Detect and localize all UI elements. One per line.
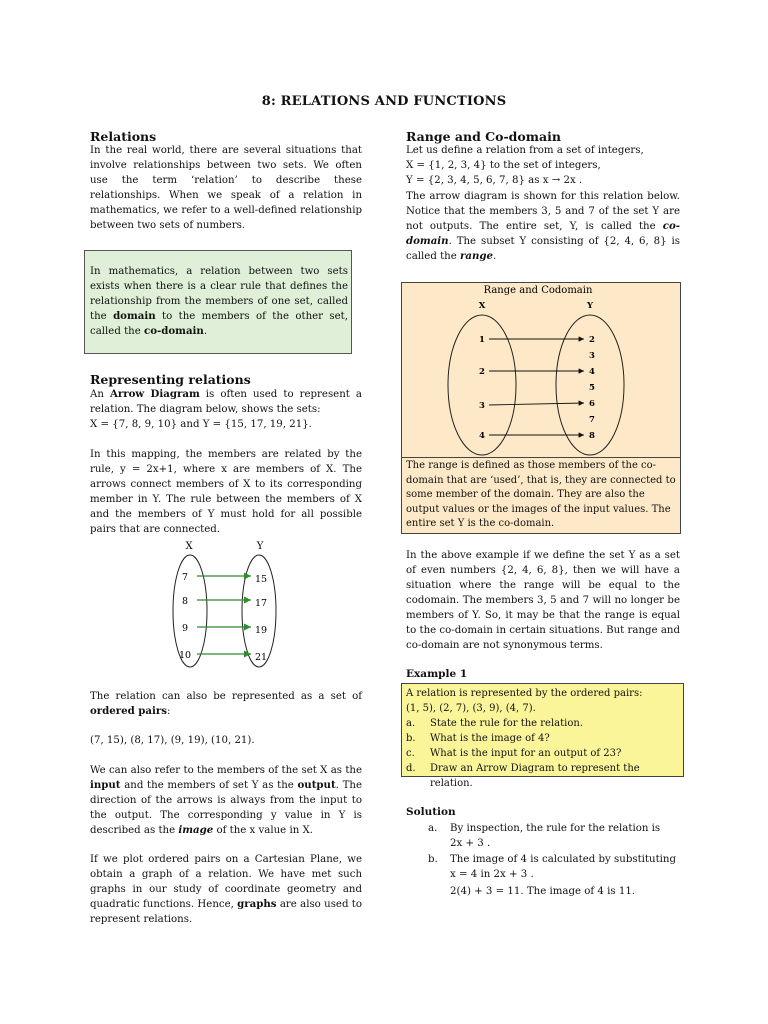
solution-a-text: By inspection, the rule for the relation is	[450, 823, 661, 834]
domain-value: 3	[479, 401, 485, 411]
codomain-value: 17	[254, 598, 268, 609]
range-line-1: Let us define a relation from a set of integers,	[406, 145, 644, 156]
codomain-value: 6	[589, 399, 595, 409]
sets-line: X = {7, 8, 9, 10} and Y = {15, 17, 19, 21}.	[90, 419, 312, 430]
representing-heading: Representing relations	[90, 372, 251, 387]
arrow-diagram-range	[402, 283, 680, 457]
range-line-3: Y = {2, 3, 4, 5, 6, 7, 8} as x → 2x .	[406, 175, 583, 186]
range-equals-codomain-paragraph: In the above example if we define the set Y as a set of even numbers {2, 4, 6, 8}, then we will have a situation where the range will be equal to the codomain. The members 3, 5 and 7 will no longer be members of Y. So, it may be that the range is equal to the co-domain in certain situations. But range and co-domain are not synonymous terms.	[406, 550, 680, 651]
codomain-value: 2	[589, 335, 595, 345]
domain-value: 10	[178, 650, 192, 661]
solution-b	[428, 852, 680, 899]
solution-b-result: . The image of 4 is 11.	[520, 886, 636, 897]
example-item-marker: d.	[406, 763, 416, 774]
solution-a-marker: a.	[428, 823, 438, 834]
diagram1-y-label: Y	[256, 541, 264, 552]
example-item: What is the image of 4?	[430, 733, 550, 744]
range-heading: Range and Co-domain	[406, 129, 561, 144]
relations-heading: Relations	[90, 129, 157, 144]
codomain-value: 8	[589, 431, 595, 441]
solution-b-calculation: 2(4) + 3 = 11	[450, 886, 521, 897]
codomain-value: 7	[589, 415, 595, 425]
arrow-diagram-xy	[163, 536, 288, 672]
graphs-paragraph: If we plot ordered pairs on a Cartesian Plane, we obtain a graph of a relation. We have met such graphs in our study of coordinate geometry and quadratic functions. Hence, graphs are also used to represent relations.	[90, 854, 363, 925]
ordered-pairs-list: (7, 15), (8, 17), (9, 19), (10, 21).	[90, 735, 255, 746]
domain-value: 7	[181, 572, 189, 583]
example-item: State the rule for the relation.	[430, 718, 583, 729]
codomain-value: 19	[254, 625, 268, 636]
diagram2-title: Range and Codomain	[483, 285, 593, 296]
codomain-value: 4	[589, 367, 595, 377]
example-item-marker: b.	[406, 733, 416, 744]
codomain-value: 3	[589, 351, 595, 361]
example-item: What is the input for an output of 23?	[430, 748, 622, 759]
box-divider	[402, 457, 680, 458]
example-box	[401, 683, 684, 789]
example-pairs: (1, 5), (2, 7), (3, 9), (4, 7).	[406, 703, 536, 714]
diagram1-x-label: X	[185, 541, 193, 552]
codomain-paragraph: The arrow diagram is shown for this relation below. Notice that the members 3, 5 and 7 of the set Y are not outputs. The entire set, Y, is called the co-domain. The subset Y consisting of {2, 4, 6, 8} is called the range.	[406, 191, 680, 262]
ordered-pairs-paragraph: The relation can also be represented as a set of ordered pairs:	[90, 691, 362, 717]
range-codomain-box	[401, 282, 681, 534]
example-intro: A relation is represented by the ordered pairs:	[406, 688, 643, 699]
mapping-arrow	[489, 403, 584, 405]
diagram2-x-label: X	[478, 301, 486, 311]
range-line-2: X = {1, 2, 3, 4} to the set of integers,	[406, 160, 601, 171]
solution-a	[428, 821, 680, 851]
codomain-value: 5	[589, 383, 595, 393]
example-item: Draw an Arrow Diagram to represent the relation.	[430, 763, 640, 789]
solution-a-formula: 2x + 3 .	[450, 838, 491, 849]
domain-value: 1	[479, 335, 485, 345]
diagram2-y-label: Y	[586, 301, 594, 311]
example-heading: Example 1	[406, 668, 468, 680]
domain-value: 2	[479, 367, 485, 377]
range-definition-note: The range is defined as those members of the co-domain that are ‘used’, that is, they are connected to some member of the domain. They are also the output values or the images of the input values. The entire set Y is the co-domain.	[406, 460, 676, 529]
input-output-paragraph: We can also refer to the members of the set X as the input and the members of set Y as the output. The direction of the arrows is always from the input to the output. The corresponding y value in Y is described as the image of the x value in X.	[90, 765, 362, 836]
solution-b-marker: b.	[428, 854, 438, 865]
domain-value: 9	[181, 623, 189, 634]
mapping-paragraph: In this mapping, the members are related by the rule, y = 2x+1, where x are members of X. The arrows connect members of X to its corresponding member in Y. The rule between the members of X and the members of Y must hold for all possible pairs that are connected.	[90, 449, 362, 535]
definition-box	[84, 250, 352, 354]
definition-text: In mathematics, a relation between two sets exists when there is a clear rule that defines the relationship from the members of one set, called the domain to the members of the other set, called the co-domain.	[90, 266, 348, 337]
codomain-value: 15	[254, 574, 268, 585]
example-item-marker: c.	[406, 748, 415, 759]
domain-value: 8	[181, 596, 189, 607]
relations-paragraph: In the real world, there are several situations that involve relationships between two sets. We often use the term ‘relation’ to describe these relationships. When we speak of a relation in mathematics, we refer to a well-defined relationship between two sets of numbers.	[90, 145, 362, 231]
page-title: 8: RELATIONS AND FUNCTIONS	[261, 94, 507, 109]
arrow-diagram-paragraph: An Arrow Diagram is often used to represent a relation. The diagram below, shows the sets:	[90, 388, 362, 415]
codomain-value: 21	[254, 652, 268, 663]
example-item-marker: a.	[406, 718, 416, 729]
solution-b-substitution: x = 4 in 2x + 3 .	[450, 869, 534, 880]
solution-b-text: The image of 4 is calculated by substituting	[450, 854, 677, 865]
domain-value: 4	[479, 431, 485, 441]
set-y-ellipse	[242, 555, 276, 667]
solution-heading: Solution	[406, 806, 456, 818]
